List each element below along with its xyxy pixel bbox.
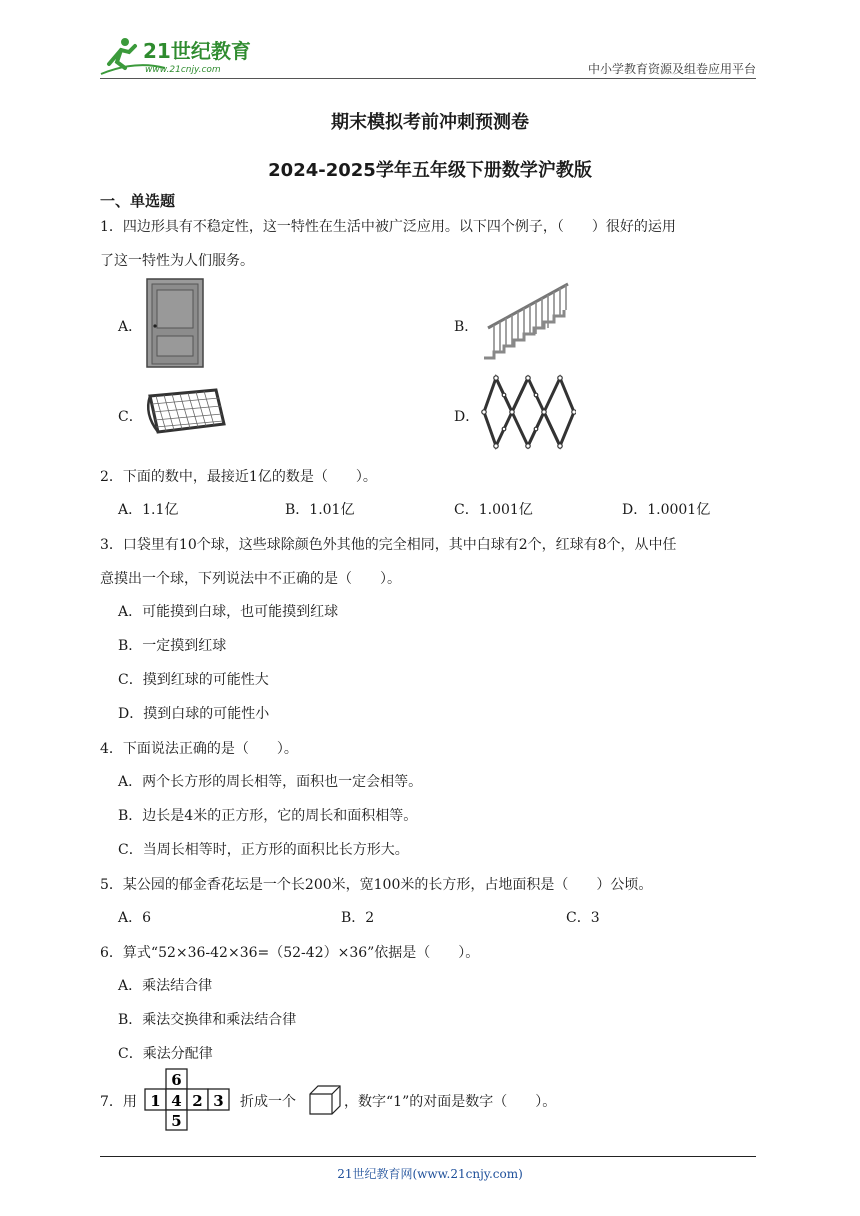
question-1-stem-line2: 了这一特性为人们服务。 [100,253,254,269]
question-5-stem: 5．某公园的郁金香花坛是一个长200米，宽100米的长方形，占地面积是（ ）公顷。 [100,877,653,893]
door-image [146,278,204,368]
question-3-stem-line2: 意摸出一个球，下列说法中不正确的是（ ）。 [100,571,401,587]
question-6-stem: 6．算式“52×36-42×36=（52-42）×36”依据是（ ）。 [100,945,480,961]
staircase-railing-image [480,278,572,364]
question-1-option-a: A． [118,319,143,335]
cube-net-diagram [144,1068,232,1132]
question-2-option-c: C．1.001亿 [454,502,533,518]
net-digit-top: 6 [171,1071,182,1089]
question-2-option-b: B．1.01亿 [285,502,355,518]
cube-icon [308,1084,342,1116]
question-4-option-b: B．边长是4米的正方形，它的周长和面积相等。 [118,808,418,824]
question-1-option-d: D． [454,409,480,425]
question-6-option-c: C．乘法分配律 [118,1046,213,1062]
question-4-option-c: C．当周长相等时，正方形的面积比长方形大。 [118,842,409,858]
question-7-stem-prefix: 7．用 [100,1094,137,1110]
question-7-stem-suffix: ，数字“1”的对面是数字（ ）。 [344,1094,557,1110]
question-3-option-d: D．摸到白球的可能性小 [118,706,270,722]
page-title: 期末模拟考前冲刺预测卷 [331,112,529,133]
question-3-option-a: A．可能摸到白球，也可能摸到红球 [118,604,339,620]
question-7-stem-middle: 折成一个 [240,1094,296,1110]
question-2-option-a: A．1.1亿 [118,502,179,518]
question-3-option-b: B．一定摸到红球 [118,638,227,654]
footer-divider [100,1156,756,1157]
header-platform-text: 中小学教育资源及组卷应用平台 [587,62,756,76]
net-digit-far-right: 3 [213,1092,224,1110]
question-2-stem: 2．下面的数中，最接近1亿的数是（ ）。 [100,469,377,485]
question-3-stem-line1: 3．口袋里有10个球，这些球除颜色外其他的完全相同，其中白球有2个，红球有8个，从中任 [100,537,677,553]
net-digit-bottom: 5 [171,1112,182,1130]
question-1-option-b: B． [454,319,479,335]
header-divider [100,78,756,79]
net-digit-right: 2 [192,1092,203,1110]
question-1-option-c: C． [118,409,143,425]
logo-text: 21世纪教育 [143,39,251,63]
question-2-option-d: D．1.0001亿 [622,502,711,518]
lattice-gate-image [480,374,576,450]
footer-text: 21世纪教育网(www.21cnjy.com) [337,1167,523,1181]
section-heading: 一、单选题 [100,192,176,210]
question-6-option-b: B．乘法交换律和乘法结合律 [118,1012,297,1028]
logo-url: www.21cnjy.com [145,65,221,75]
net-digit-left: 1 [150,1092,161,1110]
question-6-option-a: A．乘法结合律 [118,978,213,994]
question-5-option-a: A．6 [118,910,152,926]
question-5-option-b: B．2 [341,910,375,926]
question-1-stem-line1: 1．四边形具有不稳定性，这一特性在生活中被广泛应用。以下四个例子，（ ）很好的运用 [100,219,676,235]
soccer-goal-image [142,384,228,438]
question-3-option-c: C．摸到红球的可能性大 [118,672,269,688]
page-subtitle: 2024-2025学年五年级下册数学沪教版 [268,160,592,181]
question-4-option-a: A．两个长方形的周长相等，面积也一定会相等。 [118,774,423,790]
question-5-option-c: C．3 [566,910,600,926]
site-logo [95,34,265,78]
net-digit-center: 4 [171,1092,182,1110]
question-4-stem: 4．下面说法正确的是（ ）。 [100,741,298,757]
